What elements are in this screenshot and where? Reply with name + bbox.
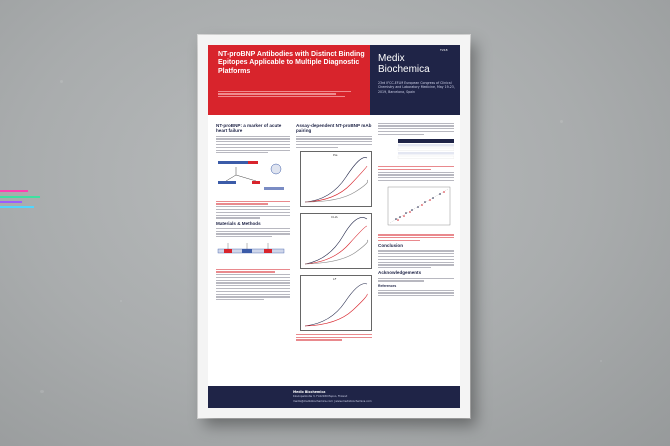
poster-header [208, 45, 460, 115]
column-right [378, 121, 454, 298]
section-ack-title: Acknowledgements [378, 270, 422, 276]
caption [296, 334, 372, 341]
poster-frame [198, 35, 470, 418]
plot-curves [301, 152, 371, 206]
plot-curves [301, 276, 371, 330]
glitch-line [0, 190, 28, 192]
text-block [378, 250, 454, 268]
plot-curves [301, 214, 371, 268]
plot-label: CLIA [331, 214, 338, 219]
text-block [378, 290, 454, 297]
wall-speck [120, 300, 122, 302]
wall-speck [560, 120, 563, 123]
caption [216, 201, 290, 205]
brand-line2: Biochemica [378, 64, 430, 75]
poster-title: NT-proBNP Antibodies with Distinct Binding Epitopes Applicable to Multiple Diagnostic Platforms [218, 51, 365, 75]
brand-line1: Medix [378, 53, 405, 64]
section-conclusion-title: Conclusion [378, 243, 404, 249]
text-block [216, 206, 290, 218]
plot-label: LF [333, 276, 337, 281]
text-block [216, 228, 290, 238]
wall-speck [600, 360, 602, 362]
results-table [378, 139, 454, 161]
text-block [378, 123, 454, 135]
section-methods-title: Materials & Methods [216, 220, 261, 226]
wall-speck [60, 80, 63, 83]
caption [378, 234, 454, 241]
poster-footer [208, 386, 460, 408]
glitch-line [0, 196, 40, 198]
text-block [378, 278, 454, 282]
text-block [296, 136, 372, 148]
epitope-diagram [216, 241, 290, 263]
conference-info: 23rd IFCC-EFLM European Congress of Clinical Chemistry and Laboratory Medicine, May 19-23, 2019, Barcelona, Spain [378, 81, 455, 94]
footer-company: Medix Biochemica [293, 390, 326, 394]
text-block [216, 136, 290, 154]
plot-label: Pie [333, 152, 338, 157]
poster-code: T218 [440, 48, 448, 52]
section-assay-title: Assay-dependent NT-proBNP mAb pairing [296, 123, 372, 134]
caption [378, 166, 454, 170]
wall-speck [40, 390, 44, 393]
plot-panel [300, 275, 372, 331]
plot-panel [300, 213, 372, 269]
footer-contact: medix@medixbiochemica.com | www.medixbiochemica.com [293, 400, 372, 403]
column-middle [296, 121, 372, 342]
scatter-plot [378, 185, 454, 229]
footer-address: Klovinpellontie 3, FI-02180 Espoo, Finland [293, 395, 348, 398]
text-block [216, 274, 290, 300]
glitch-line [0, 201, 22, 203]
authors-block [218, 89, 366, 99]
poster [208, 45, 460, 408]
column-left [216, 121, 290, 302]
section-refs-title: References [378, 283, 397, 288]
plot-panel [300, 151, 372, 207]
caption [216, 269, 290, 273]
section-intro-title: NT-proBNP: a marker of acute heart failure [216, 123, 282, 134]
text-block [378, 172, 454, 182]
pathway-diagram [216, 157, 290, 195]
glitch-line [0, 206, 34, 208]
